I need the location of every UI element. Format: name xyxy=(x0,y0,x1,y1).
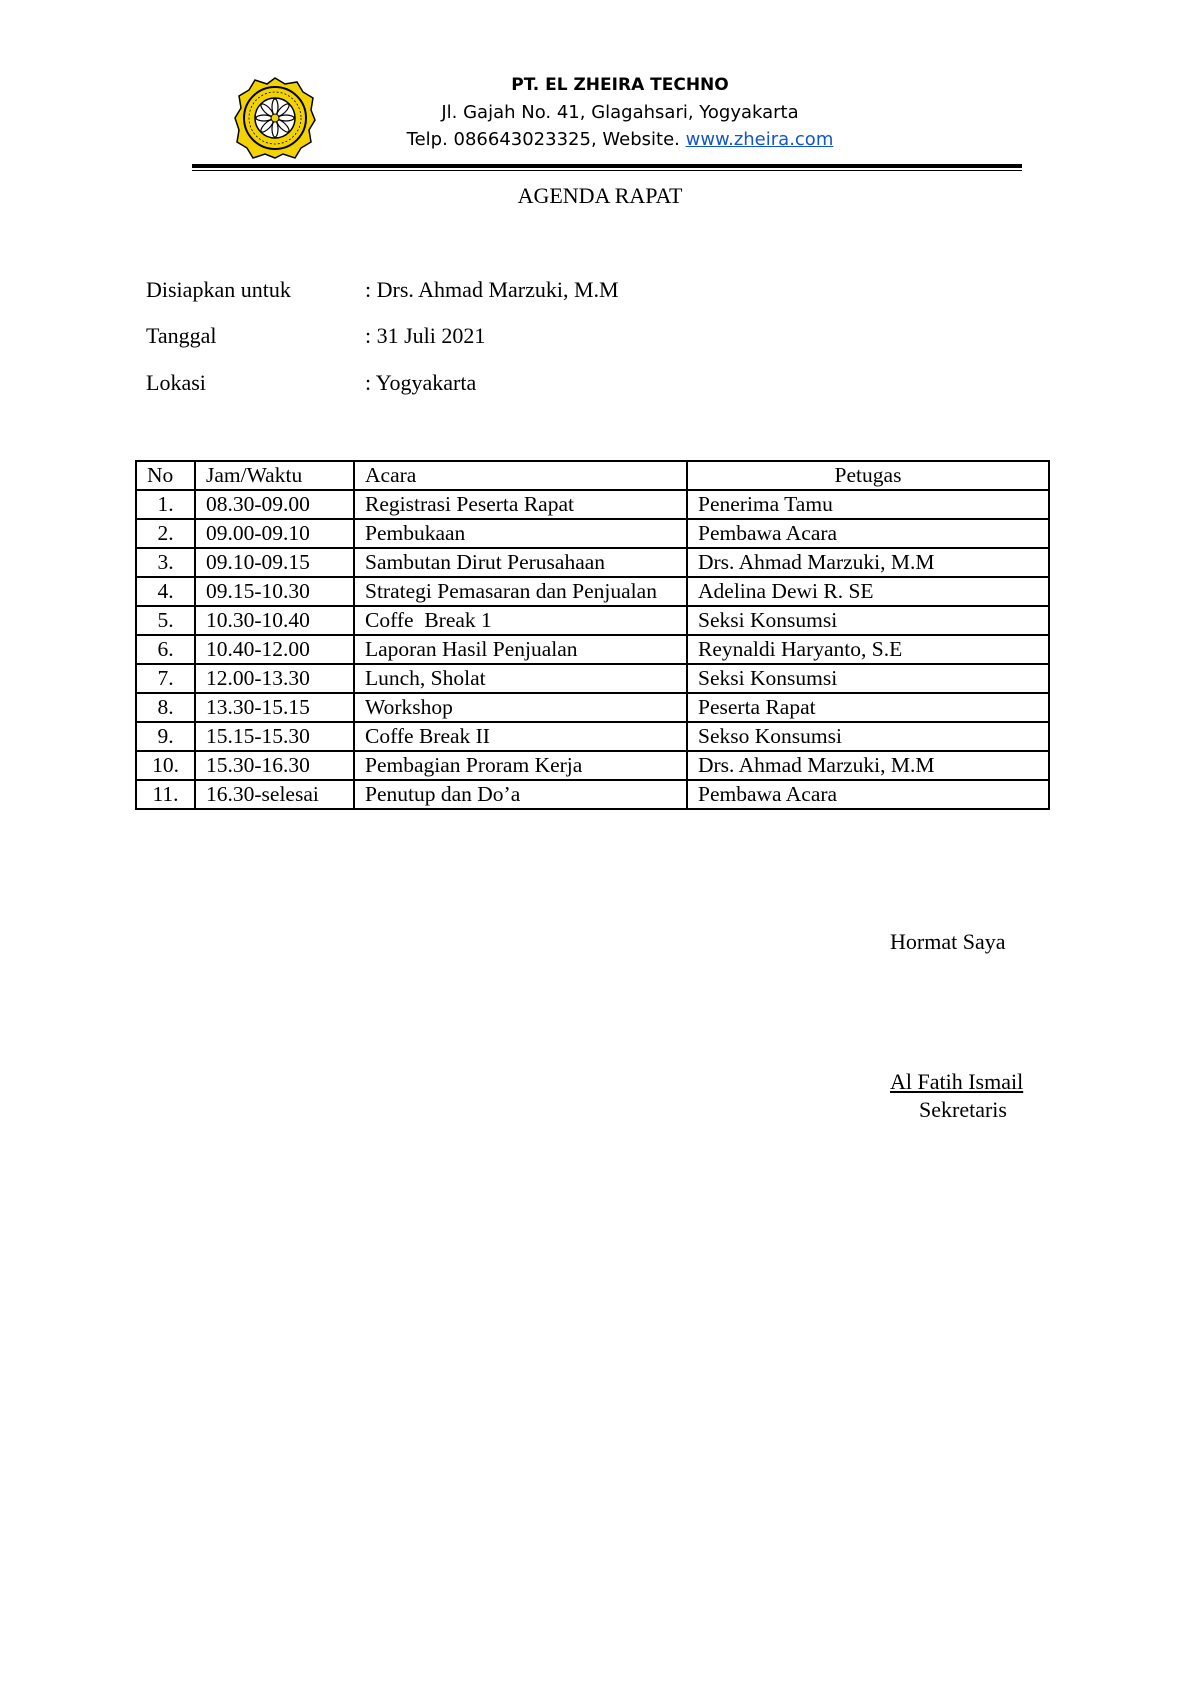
cell-time: 08.30-09.00 xyxy=(195,490,354,519)
table-header-row xyxy=(136,461,1049,490)
cell-officer: Drs. Ahmad Marzuki, M.M xyxy=(687,751,1049,780)
cell-no: 3. xyxy=(136,548,195,577)
cell-event: Coffe Break 1 xyxy=(354,606,687,635)
cell-time: 12.00-13.30 xyxy=(195,664,354,693)
cell-officer: Seksi Konsumsi xyxy=(687,664,1049,693)
cell-event: Penutup dan Do’a xyxy=(354,780,687,809)
cell-no: 1. xyxy=(136,490,195,519)
contact-text: Telp. 086643023325, Website. xyxy=(406,129,686,150)
cell-time: 16.30-selesai xyxy=(195,780,354,809)
cell-officer: Peserta Rapat xyxy=(687,693,1049,722)
company-name: PT. EL ZHEIRA TECHNO xyxy=(511,75,729,95)
table-row xyxy=(136,577,1049,606)
cell-time: 15.30-16.30 xyxy=(195,751,354,780)
table-row xyxy=(136,664,1049,693)
cell-no: 11. xyxy=(136,780,195,809)
header-event: Acara xyxy=(354,461,687,490)
meta-label-location: Lokasi xyxy=(146,370,206,395)
document-title: AGENDA RAPAT xyxy=(517,183,683,208)
cell-event: Pembukaan xyxy=(354,519,687,548)
meta-value-location: : Yogyakarta xyxy=(365,370,477,395)
signature-greeting: Hormat Saya xyxy=(890,929,1006,954)
table-row xyxy=(136,519,1049,548)
cell-officer: Drs. Ahmad Marzuki, M.M xyxy=(687,548,1049,577)
table-row xyxy=(136,490,1049,519)
website-link[interactable]: www.zheira.com xyxy=(685,129,834,150)
cell-time: 09.15-10.30 xyxy=(195,577,354,606)
cell-time: 10.30-10.40 xyxy=(195,606,354,635)
header-officer: Petugas xyxy=(687,461,1049,490)
meta-value-prepared-for: : Drs. Ahmad Marzuki, M.M xyxy=(365,277,619,302)
cell-time: 10.40-12.00 xyxy=(195,635,354,664)
table-row xyxy=(136,693,1049,722)
university-seal-icon xyxy=(233,76,317,160)
table-row xyxy=(136,548,1049,577)
cell-event: Workshop xyxy=(354,693,687,722)
signature-role: Sekretaris xyxy=(919,1097,1007,1122)
company-contact xyxy=(370,129,870,150)
letterhead-divider xyxy=(192,164,1022,168)
signature-name: Al Fatih Ismail xyxy=(890,1069,1024,1094)
cell-no: 4. xyxy=(136,577,195,606)
header-time: Jam/Waktu xyxy=(195,461,354,490)
cell-no: 5. xyxy=(136,606,195,635)
cell-event: Lunch, Sholat xyxy=(354,664,687,693)
cell-no: 2. xyxy=(136,519,195,548)
cell-officer: Penerima Tamu xyxy=(687,490,1049,519)
cell-event: Laporan Hasil Penjualan xyxy=(354,635,687,664)
cell-no: 8. xyxy=(136,693,195,722)
cell-officer: Seksi Konsumsi xyxy=(687,606,1049,635)
table-row xyxy=(136,606,1049,635)
cell-officer: Pembawa Acara xyxy=(687,519,1049,548)
table-row xyxy=(136,780,1049,809)
cell-no: 6. xyxy=(136,635,195,664)
cell-no: 10. xyxy=(136,751,195,780)
cell-officer: Adelina Dewi R. SE xyxy=(687,577,1049,606)
cell-time: 15.15-15.30 xyxy=(195,722,354,751)
cell-event: Coffe Break II xyxy=(354,722,687,751)
meta-label-date: Tanggal xyxy=(146,323,217,348)
cell-officer: Reynaldi Haryanto, S.E xyxy=(687,635,1049,664)
letterhead-divider-thin xyxy=(192,170,1022,171)
cell-time: 09.10-09.15 xyxy=(195,548,354,577)
cell-event: Registrasi Peserta Rapat xyxy=(354,490,687,519)
cell-no: 7. xyxy=(136,664,195,693)
cell-event: Pembagian Proram Kerja xyxy=(354,751,687,780)
header-no: No xyxy=(136,461,195,490)
cell-officer: Sekso Konsumsi xyxy=(687,722,1049,751)
cell-time: 13.30-15.15 xyxy=(195,693,354,722)
agenda-table xyxy=(135,460,1050,810)
cell-time: 09.00-09.10 xyxy=(195,519,354,548)
cell-event: Sambutan Dirut Perusahaan xyxy=(354,548,687,577)
company-address: Jl. Gajah No. 41, Glagahsari, Yogyakarta xyxy=(441,102,799,123)
meta-value-date: : 31 Juli 2021 xyxy=(365,323,486,348)
cell-event: Strategi Pemasaran dan Penjualan xyxy=(354,577,687,606)
cell-no: 9. xyxy=(136,722,195,751)
table-row xyxy=(136,722,1049,751)
table-row xyxy=(136,751,1049,780)
table-row xyxy=(136,635,1049,664)
cell-officer: Pembawa Acara xyxy=(687,780,1049,809)
meta-label-prepared-for: Disiapkan untuk xyxy=(146,277,291,302)
